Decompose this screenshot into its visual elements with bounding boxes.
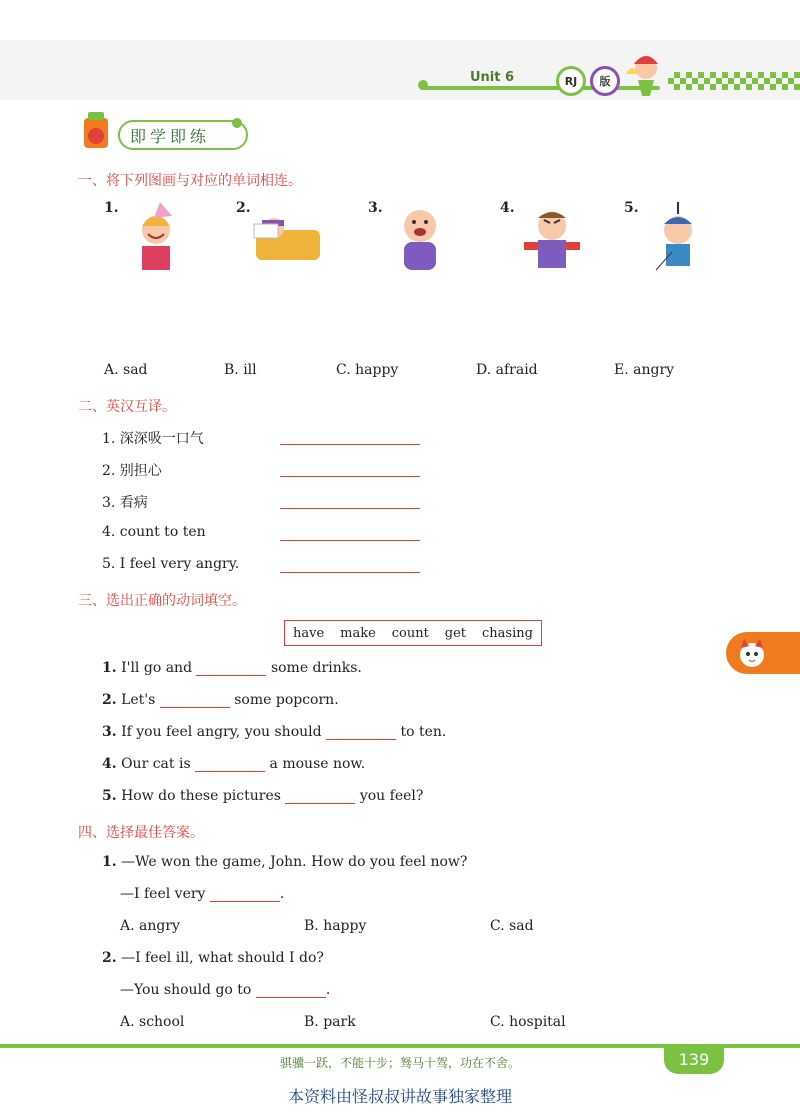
question-text: Our cat is <box>121 756 191 772</box>
question-number: 3. <box>102 724 117 740</box>
happy-girl-picture-icon <box>120 200 192 272</box>
fairy-mascot-icon <box>618 44 674 100</box>
word-bank-item: have <box>292 625 325 641</box>
angry-boy-picture-icon <box>516 200 588 272</box>
word-bank-item: get <box>444 625 467 641</box>
answer-line-row <box>120 982 330 998</box>
fill-question <box>102 692 339 708</box>
question-number: 2. <box>102 950 117 966</box>
question-text: If you feel angry, you should <box>121 724 322 740</box>
option-d: D. afraid <box>476 362 538 378</box>
picture-number: 1. <box>104 200 119 216</box>
fill-question <box>102 756 365 772</box>
choice-a[interactable]: A. angry <box>120 918 180 934</box>
choice-b[interactable]: B. happy <box>304 918 367 934</box>
choice-c[interactable]: C. hospital <box>490 1014 566 1030</box>
section3-title: 三、选出正确的动词填空。 <box>78 593 246 609</box>
choice-a[interactable]: A. school <box>120 1014 185 1030</box>
answer-line[interactable] <box>280 558 420 573</box>
unit-label: Unit 6 <box>470 70 515 85</box>
word-bank-item: make <box>340 625 376 641</box>
translate-item: 5. I feel very angry. <box>102 556 240 572</box>
answer-line-row <box>120 886 284 902</box>
fill-question <box>102 788 423 804</box>
section4-title: 四、选择最佳答案。 <box>78 825 204 841</box>
answer-blank[interactable] <box>285 789 355 804</box>
title-dot-icon <box>232 118 242 128</box>
translate-item: 1. 深深吸一口气 <box>102 431 204 447</box>
edition-badge: 版 <box>590 66 620 96</box>
checker-decoration <box>668 72 800 90</box>
answer-text: . <box>279 886 285 902</box>
word-bank <box>284 620 542 646</box>
translate-item: 2. 别担心 <box>102 463 162 479</box>
apple-bag-icon <box>78 110 114 152</box>
answer-blank[interactable] <box>256 983 326 998</box>
practice-title: 即学即练 <box>118 120 248 150</box>
option-b: B. ill <box>224 362 257 378</box>
question-text: a mouse now. <box>269 756 366 772</box>
cat-face-icon <box>736 638 768 670</box>
option-c: C. happy <box>336 362 399 378</box>
section2-title: 二、英汉互译。 <box>78 399 176 415</box>
answer-line[interactable] <box>280 526 420 541</box>
answer-text: —You should go to <box>120 982 252 998</box>
answer-blank[interactable] <box>195 757 265 772</box>
page-number: 139 <box>664 1044 724 1074</box>
translate-item: 3. 看病 <box>102 495 148 511</box>
question-text: Let's <box>121 692 156 708</box>
question-text: some drinks. <box>270 660 362 676</box>
sad-baby-picture-icon <box>384 200 456 272</box>
question-number: 5. <box>102 788 117 804</box>
choice-question <box>102 854 467 870</box>
answer-line[interactable] <box>280 430 420 445</box>
choice-question <box>102 950 324 966</box>
answer-blank[interactable] <box>326 725 396 740</box>
fill-question <box>102 660 362 676</box>
question-text: —We won the game, John. How do you feel now? <box>121 854 468 870</box>
header-band <box>0 40 800 100</box>
question-text: to ten. <box>400 724 447 740</box>
question-number: 1. <box>102 854 117 870</box>
word-bank-item: count <box>391 625 429 641</box>
fill-question <box>102 724 446 740</box>
question-number: 4. <box>102 756 117 772</box>
question-number: 1. <box>102 660 117 676</box>
choice-c[interactable]: C. sad <box>490 918 534 934</box>
picture-number: 3. <box>368 200 383 216</box>
question-text: How do these pictures <box>121 788 281 804</box>
picture-number: 2. <box>236 200 251 216</box>
footer-proverb: 骐骥一跃，不能十步；驽马十驾，功在不舍。 <box>279 1056 520 1070</box>
answer-blank[interactable] <box>160 693 230 708</box>
afraid-boy-picture-icon <box>642 200 714 272</box>
translate-item: 4. count to ten <box>102 524 206 540</box>
option-a: A. sad <box>104 362 148 378</box>
section1-title: 一、将下列图画与对应的单词相连。 <box>78 173 302 189</box>
answer-text: . <box>325 982 331 998</box>
answer-blank[interactable] <box>210 887 280 902</box>
question-text: some popcorn. <box>234 692 339 708</box>
question-text: you feel? <box>359 788 424 804</box>
question-text: I'll go and <box>121 660 193 676</box>
rj-badge: RJ <box>556 66 586 96</box>
answer-line[interactable] <box>280 494 420 509</box>
option-e: E. angry <box>614 362 675 378</box>
question-text: —I feel ill, what should I do? <box>121 950 324 966</box>
ill-child-picture-icon <box>252 200 324 272</box>
word-bank-item: chasing <box>482 625 533 641</box>
picture-number: 5. <box>624 200 639 216</box>
credit-text: 本资料由怪叔叔讲故事独家整理 <box>287 1087 512 1106</box>
answer-blank[interactable] <box>196 661 266 676</box>
question-number: 2. <box>102 692 117 708</box>
choice-b[interactable]: B. park <box>304 1014 356 1030</box>
answer-line[interactable] <box>280 462 420 477</box>
answer-text: —I feel very <box>120 886 206 902</box>
picture-number: 4. <box>500 200 515 216</box>
